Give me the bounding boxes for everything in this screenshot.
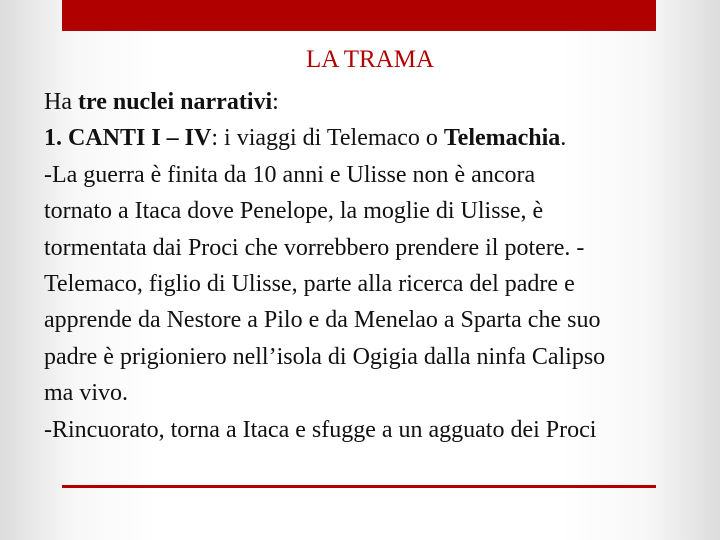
intro-prefix: Ha [44, 89, 78, 115]
intro-bold: tre nuclei narrativi [77, 89, 273, 115]
top-accent-bar [62, 0, 656, 31]
intro-suffix: : [272, 89, 279, 115]
section-end: . [560, 125, 567, 152]
slide-title: LA TRAMA [305, 46, 435, 73]
section-heading [44, 120, 704, 156]
body-line: -La guerra è finita da 10 anni e Ulisse non è ancora [44, 161, 536, 188]
body-line: Telemaco, figlio di Ulisse, parte alla ricerca del padre e [44, 271, 575, 298]
slide-body [44, 84, 704, 448]
bottom-accent-line [62, 485, 656, 488]
section-name: Telemachia [443, 125, 561, 152]
intro-line [44, 84, 704, 120]
section-label: 1. CANTI I – IV [44, 125, 212, 152]
body-line: ma vivo. [44, 380, 128, 407]
body-line: padre è prigioniero nell’isola di Ogigia dalla ninfa Calipso [44, 343, 606, 370]
section-text: : i viaggi di Telemaco o [211, 125, 444, 152]
body-line: -Rincuorato, torna a Itaca e sfugge a un agguato dei Proci [44, 416, 597, 443]
body-line: apprende da Nestore a Pilo e da Menelao a Sparta che suo [44, 307, 601, 334]
body-line: tornato a Itaca dove Penelope, la moglie di Ulisse, è [44, 198, 544, 225]
body-line: tormentata dai Proci che vorrebbero prendere il potere. - [44, 234, 585, 261]
